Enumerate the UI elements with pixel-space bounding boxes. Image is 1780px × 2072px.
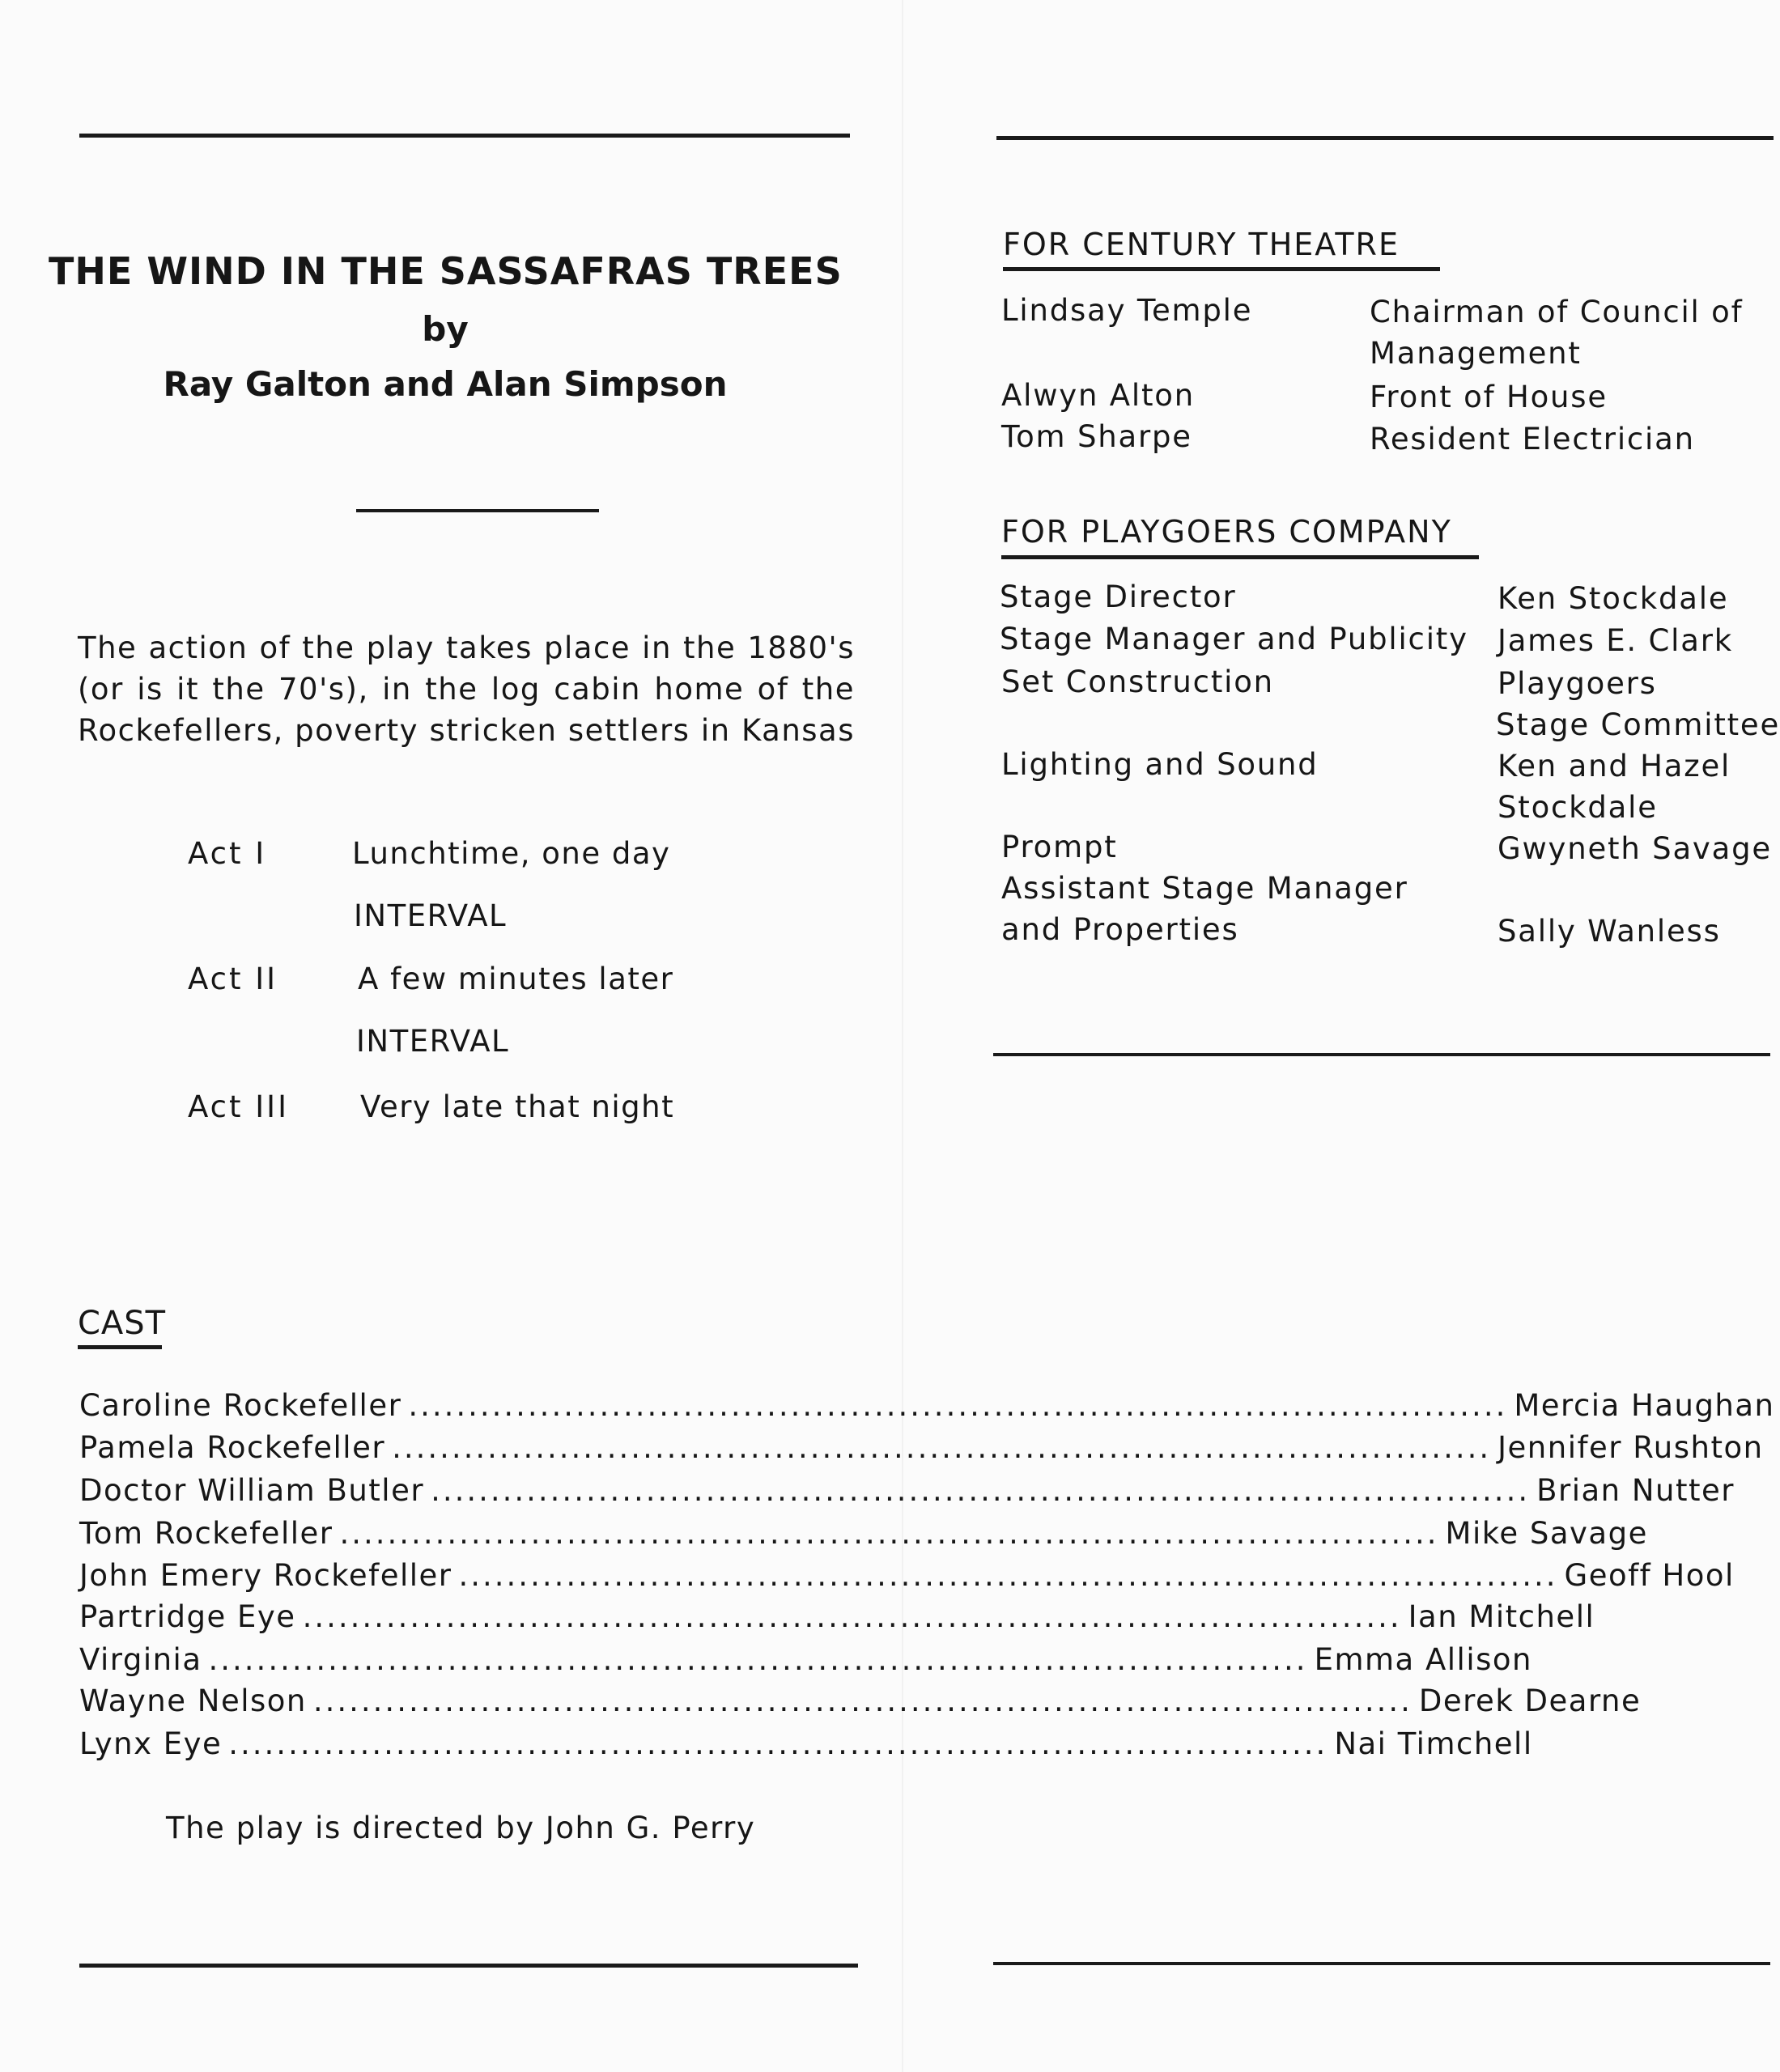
cast-role: Lynx Eye	[79, 1726, 223, 1761]
bottom-rule	[79, 1964, 858, 1968]
cast-role: Wayne Nelson	[79, 1684, 307, 1718]
act-description: Very late that night	[360, 1089, 675, 1124]
cast-actor: Derek Dearne	[1418, 1684, 1642, 1718]
right-page	[888, 0, 1780, 2072]
cast-row	[79, 1473, 1735, 1508]
leader-dots: ............................................................................................	[312, 1684, 1413, 1718]
century-heading-underline	[1003, 267, 1440, 271]
cast-actor: Geoff Hool	[1564, 1558, 1735, 1593]
cast-row	[79, 1388, 1775, 1423]
cast-actor: Emma Allison	[1314, 1642, 1532, 1677]
play-title: THE WIND IN THE SASSAFRAS TREES	[49, 249, 843, 293]
act-label: Act II	[188, 962, 278, 996]
act-label: Act III	[188, 1089, 290, 1124]
top-rule	[996, 136, 1774, 140]
cast-row	[79, 1430, 1764, 1465]
leader-dots: ............................................................................................	[302, 1599, 1402, 1634]
cast-row	[79, 1642, 1532, 1677]
staff-role: Management	[1370, 336, 1582, 371]
cast-row	[79, 1558, 1735, 1593]
interval-label: INTERVAL	[356, 1024, 510, 1059]
crew-name: Stockdale	[1497, 790, 1658, 825]
section-end-rule	[993, 1053, 1770, 1056]
crew-name: James E. Clark	[1497, 623, 1733, 658]
cast-row	[79, 1684, 1642, 1718]
crew-name: Stage Committee	[1496, 707, 1780, 742]
leader-dots: ............................................................................................	[208, 1642, 1308, 1677]
crew-role: Set Construction	[1001, 664, 1274, 699]
leader-dots: ............................................................................................	[458, 1558, 1558, 1593]
cast-actor: Nai Timchell	[1334, 1726, 1533, 1761]
cast-row	[79, 1516, 1648, 1551]
director-line: The play is directed by John G. Perry	[166, 1811, 756, 1845]
cast-actor: Jennifer Rushton	[1497, 1430, 1764, 1465]
title-divider	[356, 509, 599, 512]
crew-name: Gwyneth Savage	[1497, 831, 1772, 866]
cast-actor: Mercia Haughan	[1514, 1388, 1775, 1423]
bottom-rule	[993, 1962, 1770, 1965]
leader-dots: ............................................................................................	[339, 1516, 1439, 1551]
leader-dots: ............................................................................................	[431, 1473, 1531, 1508]
staff-role: Resident Electrician	[1370, 422, 1695, 456]
crew-name: Playgoers	[1497, 666, 1657, 701]
cast-role: Partridge Eye	[79, 1599, 296, 1634]
century-heading: FOR CENTURY THEATRE	[1003, 227, 1400, 262]
playgoers-heading-underline	[1001, 555, 1479, 559]
cast-heading: CAST	[78, 1305, 167, 1342]
crew-role: and Properties	[1001, 912, 1239, 947]
cast-heading-underline	[78, 1345, 162, 1349]
leader-dots: ............................................................................................	[228, 1726, 1328, 1761]
staff-name: Alwyn Alton	[1001, 378, 1195, 413]
act-description: Lunchtime, one day	[352, 836, 671, 871]
setting-line: (or is it the 70's), in the log cabin home of the	[78, 672, 855, 707]
staff-name: Lindsay Temple	[1001, 293, 1253, 328]
crew-role: Stage Manager and Publicity	[1000, 622, 1468, 656]
crew-name: Sally Wanless	[1497, 914, 1721, 949]
crew-role: Stage Director	[1000, 580, 1237, 614]
crew-role: Prompt	[1001, 830, 1118, 864]
setting-paragraph	[78, 627, 855, 751]
act-label: Act I	[188, 836, 267, 871]
cast-role: Caroline Rockefeller	[79, 1388, 402, 1423]
act-description: A few minutes later	[358, 962, 674, 996]
authors: Ray Galton and Alan Simpson	[163, 364, 728, 404]
cast-role: Virginia	[79, 1642, 202, 1677]
cast-row	[79, 1599, 1595, 1634]
leader-dots: ............................................................................................	[392, 1430, 1492, 1465]
crew-role: Lighting and Sound	[1001, 747, 1319, 782]
cast-actor: Brian Nutter	[1536, 1473, 1735, 1508]
cast-actor: Mike Savage	[1445, 1516, 1648, 1551]
cast-role: Tom Rockefeller	[79, 1516, 333, 1551]
crew-name: Ken and Hazel	[1497, 749, 1731, 783]
cast-role: Pamela Rockefeller	[79, 1430, 386, 1465]
cast-actor: Ian Mitchell	[1408, 1599, 1595, 1634]
staff-role: Chairman of Council of	[1370, 295, 1744, 329]
setting-line: The action of the play takes place in the 1880's	[78, 631, 855, 665]
by-line: by	[422, 309, 469, 349]
crew-role: Assistant Stage Manager	[1001, 871, 1408, 906]
playgoers-heading: FOR PLAYGOERS COMPANY	[1001, 514, 1452, 550]
crew-name: Ken Stockdale	[1497, 581, 1729, 616]
cast-row	[79, 1726, 1533, 1761]
staff-role: Front of House	[1370, 380, 1608, 414]
top-rule	[79, 134, 850, 138]
cast-role: Doctor William Butler	[79, 1473, 425, 1508]
leader-dots: ............................................................................................	[408, 1388, 1508, 1423]
setting-line: Rockefellers, poverty stricken settlers in Kansas	[78, 713, 855, 748]
interval-label: INTERVAL	[354, 898, 508, 933]
cast-role: John Emery Rockefeller	[79, 1558, 452, 1593]
staff-name: Tom Sharpe	[1001, 419, 1192, 454]
